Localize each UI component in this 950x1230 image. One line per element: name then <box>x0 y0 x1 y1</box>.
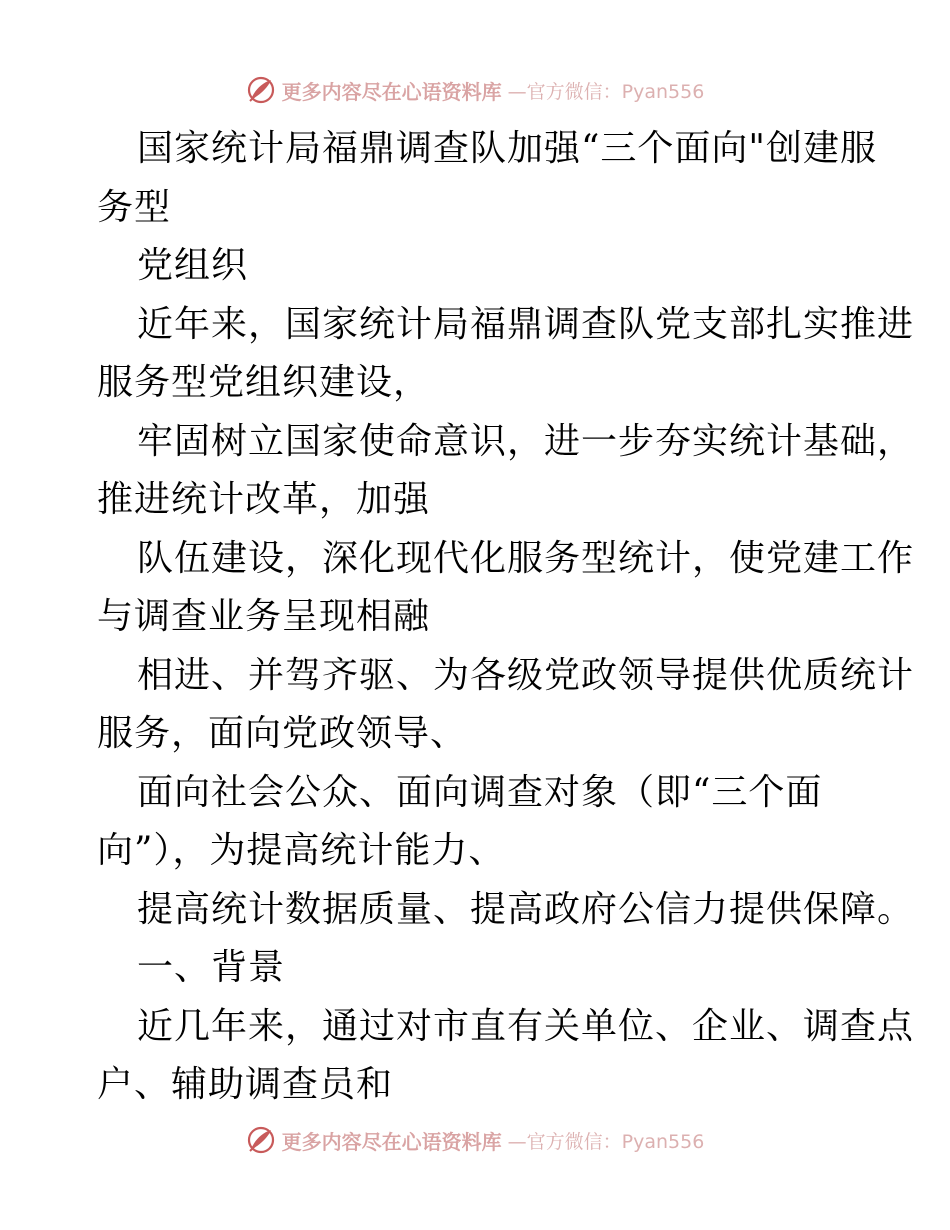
document-body <box>97 120 915 1115</box>
text-line: 提高统计数据质量、提高政府公信力提供保障。 <box>137 888 915 930</box>
watermark-sub-text: —官方微信：Pyan556 <box>507 80 705 103</box>
text-line: 党组织 <box>137 245 249 286</box>
watermark-main-text: 更多内容尽在心语资料库 <box>281 1129 502 1154</box>
text-line: 牢固树立国家使命意识，进一步夯实统计基础， <box>137 420 915 462</box>
watermark-sub-text: —官方微信：Pyan556 <box>507 1130 705 1153</box>
watermark-main-text: 更多内容尽在心语资料库 <box>281 79 502 104</box>
text-line: 相进、并驾齐驱、为各级党政领导提供优质统计 <box>137 654 915 696</box>
text-line: 近几年来，通过对市直有关单位、企业、调查点 <box>137 1005 915 1047</box>
text-line: 近年来，国家统计局福鼎调查队党支部扎实推进 <box>137 303 915 345</box>
text-line: 与调查业务呈现相融 <box>97 596 431 637</box>
text-line: 向”），为提高统计能力、 <box>97 830 506 871</box>
text-line: 国家统计局福鼎调查队加强“三个面向"创建服 <box>137 128 877 169</box>
text-line: 推进统计改革，加强 <box>97 479 431 520</box>
header-watermark <box>0 70 950 110</box>
text-line: 户、辅助调查员和 <box>97 1064 394 1105</box>
text-line: 务型 <box>97 186 172 228</box>
text-line: 服务型党组织建设， <box>97 362 431 403</box>
text-line: 服务，面向党政领导、 <box>97 713 468 754</box>
quill-pen-logo-icon <box>246 1125 276 1155</box>
section-heading: 一、背景 <box>137 947 286 988</box>
text-line: 面向社会公众、面向调查对象（即“三个面 <box>137 771 823 813</box>
quill-pen-logo-icon <box>246 75 276 105</box>
text-line: 队伍建设，深化现代化服务型统计，使党建工作 <box>137 537 915 579</box>
footer-watermark <box>0 1120 950 1160</box>
